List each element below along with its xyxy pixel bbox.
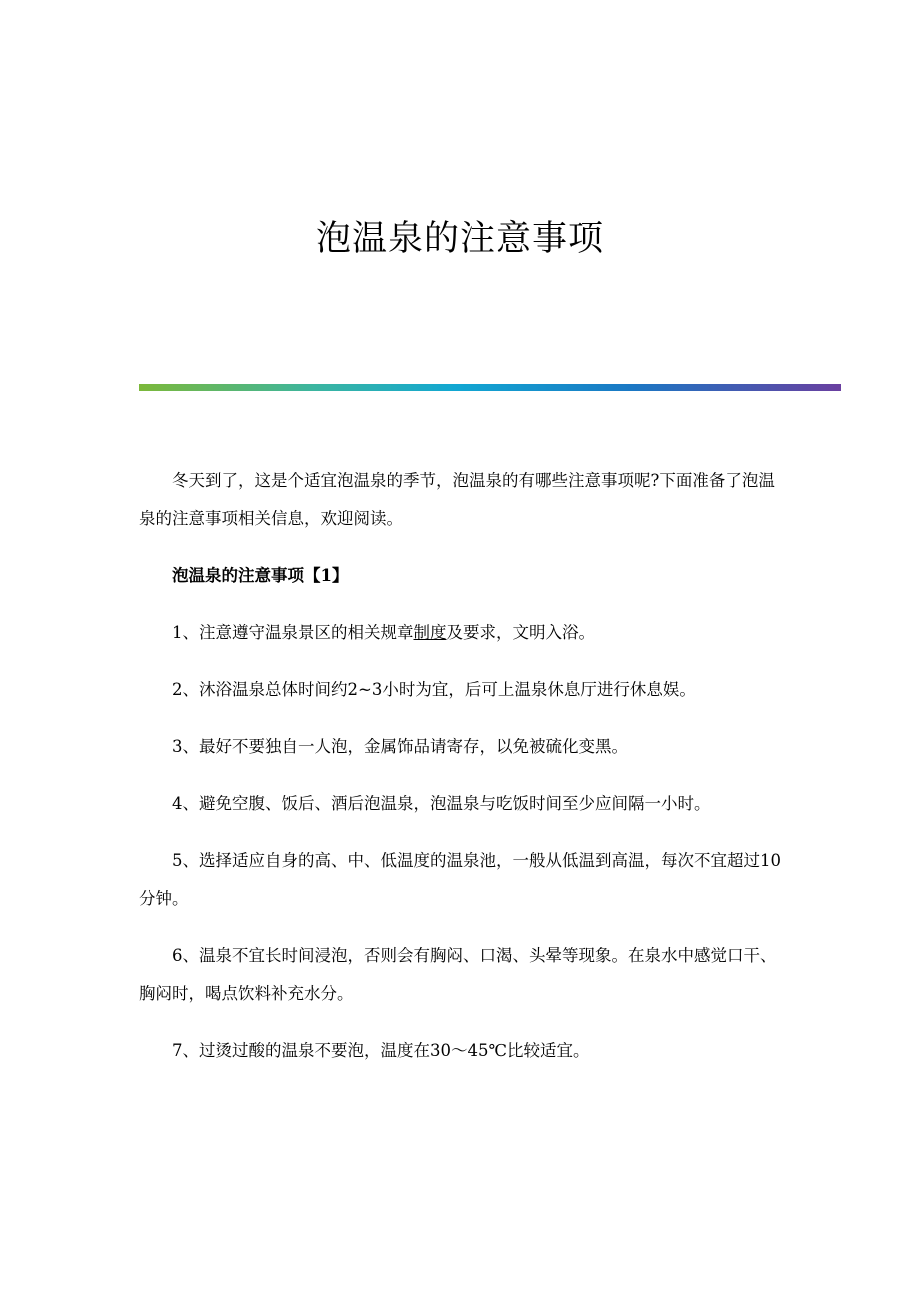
list-item-3: 3、最好不要独自一人泡，金属饰品请寄存，以免被硫化变黑。 (172, 737, 628, 756)
intro-paragraph: 冬天到了，这是个适宜泡温泉的季节，泡温泉的有哪些注意事项呢?下面准备了泡温泉的注意事项相关信息，欢迎阅读。 (139, 471, 775, 528)
list-item-2: 2、沐浴温泉总体时间约2~3小时为宜，后可上温泉休息厅进行休息娱。 (172, 680, 696, 699)
document-body (139, 462, 781, 1070)
list-item-6: 6、温泉不宜长时间浸泡，否则会有胸闷、口渴、头晕等现象。在泉水中感觉口干、胸闷时，喝点饮料补充水分。 (139, 946, 777, 1003)
list-item-4: 4、避免空腹、饭后、酒后泡温泉，泡温泉与吃饭时间至少应间隔一小时。 (172, 794, 711, 813)
list-item-1 (139, 614, 781, 652)
list-item-1-before: 1、注意遵守温泉景区的相关规章 (172, 623, 414, 642)
list-item-7: 7、过烫过酸的温泉不要泡，温度在30～45℃比较适宜。 (172, 1041, 590, 1060)
underlined-link-text[interactable]: 制度 (413, 623, 447, 642)
list-item-1-after: 及要求，文明入浴。 (446, 623, 595, 642)
section-heading: 泡温泉的注意事项【1】 (172, 566, 349, 585)
title-divider (139, 384, 841, 391)
list-item-5: 5、选择适应自身的高、中、低温度的温泉池，一般从低温到高温，每次不宜超过10分钟。 (139, 851, 781, 908)
page-title: 泡温泉的注意事项 (315, 219, 604, 259)
